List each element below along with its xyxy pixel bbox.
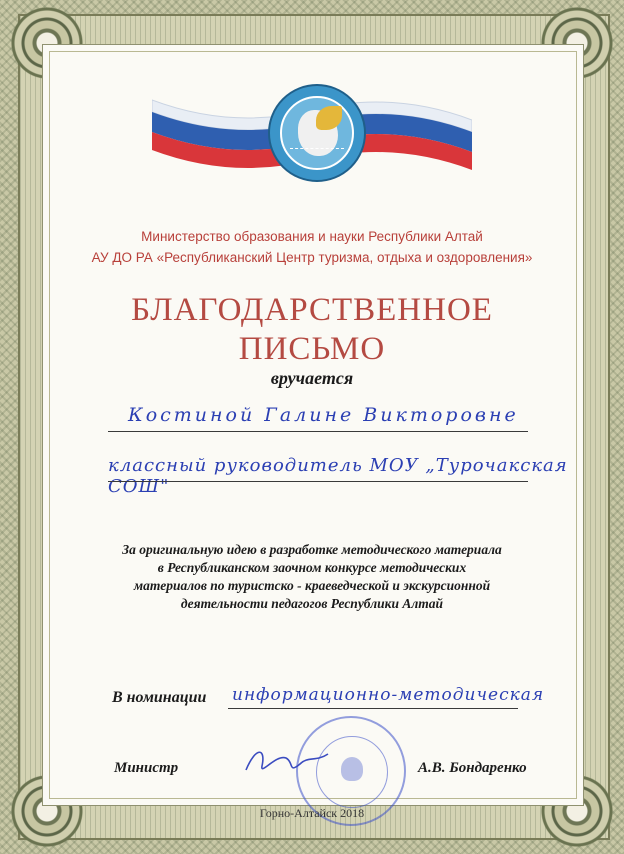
wing-icon [316,106,342,130]
document-title-line2: ПИСЬМО [238,331,386,367]
presented-label: вручается [270,368,354,388]
reason-line: За оригинальную идею в разработке методического материала [122,542,502,557]
reason-line: деятельности педагогов Республики Алтай [180,596,444,611]
minister-name: А.В. Бондаренко [418,760,527,776]
nomination-value: информационно-методическая [232,685,545,705]
recipient-name-line [108,431,528,432]
emblem-ring [290,148,344,155]
altai-emblem [268,84,366,182]
recipient-position-line [108,481,528,482]
recipient-name: Костиной Галине Викторовне [128,404,519,426]
nomination-line [228,708,518,709]
minister-label: Министр [114,760,179,776]
organization-name: АУ ДО РА «Республиканский Центр туризма, отдыха и оздоровления» [91,250,533,265]
emblem-inner-circle [280,96,354,170]
signature [242,740,332,780]
document-title-line1: БЛАГОДАРСТВЕННОЕ [131,292,493,328]
reason-line: материалов по туристско - краеведческой и экскурсионной [133,578,491,593]
ministry-name: Министерство образования и науки Республики Алтай [141,229,483,244]
eagle-icon [341,757,363,781]
reason-line: в Республиканском заочном конкурсе методических [157,560,467,575]
nomination-label: В номинации [112,689,207,706]
reason-text [80,541,544,613]
city-year: Горно-Алтайск 2018 [259,806,365,820]
recipient-position: классный руководитель МОУ „Турочакская СОШ" [108,455,568,497]
